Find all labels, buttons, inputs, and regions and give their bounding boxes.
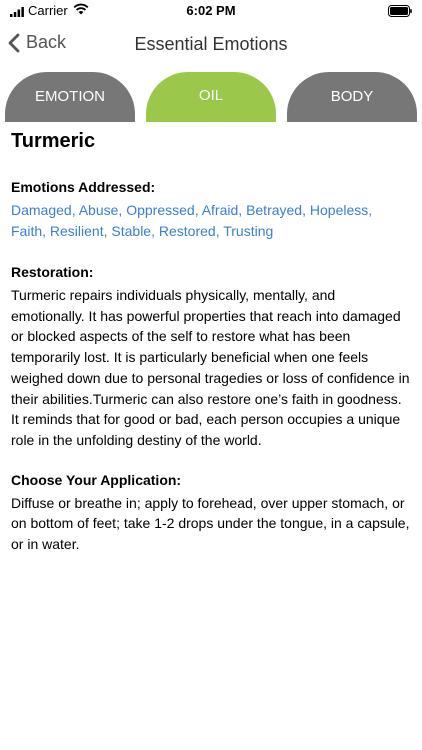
emotion-link[interactable]: Betrayed: [246, 202, 303, 218]
emotion-link[interactable]: Restored: [158, 223, 216, 239]
emotions-list: Damaged, Abuse, Oppressed, Afraid, Betrayed, Hopeless, Faith, Resilient, Stable, Restored, Trusting: [11, 202, 373, 239]
tab-oil-label: OIL: [198, 87, 224, 104]
status-time: 6:02 PM: [186, 3, 236, 18]
restoration-text: Turmeric repairs individuals physically, mentally, and emotionally. It has powerful properties that reach into damaged or blocked aspects of the self to restore what has been temporarily lost. It is particularly beneficial when one feels weighed down due to personal tragedies or loss of confidence in their abilities.Turmeric can also restore one’s faith in goodness. It reminds that for good or bad, each person occupies a unique role in the unfolding destiny of the world.: [11, 287, 410, 448]
tab-body[interactable]: [287, 72, 417, 122]
emotion-link[interactable]: Damaged: [11, 202, 72, 218]
emotion-link[interactable]: Afraid: [201, 202, 239, 218]
battery-icon: [388, 5, 412, 20]
tab-oil[interactable]: [146, 72, 276, 122]
emotion-link[interactable]: Hopeless: [309, 202, 369, 218]
back-label: Back: [26, 32, 67, 52]
emotion-link[interactable]: Abuse: [78, 202, 119, 218]
tab-bar: [5, 72, 417, 122]
tab-emotion-label: EMOTION: [35, 88, 105, 105]
oil-detail: [11, 130, 411, 576]
emotion-link[interactable]: Oppressed: [126, 202, 195, 218]
tab-body-label: BODY: [330, 88, 374, 105]
navigation-bar: [0, 22, 422, 66]
emotions-heading: Emotions Addressed:: [11, 179, 156, 195]
tab-emotion[interactable]: [5, 72, 135, 122]
carrier-label: Carrier: [28, 3, 68, 18]
application-text: Diffuse or breathe in; apply to forehead, over upper stomach, or on bottom of feet; take 1-2 drops under the tongue, in a capsule, or in water.: [11, 494, 410, 553]
application-heading: Choose Your Application:: [11, 471, 182, 488]
emotion-link[interactable]: Stable: [111, 223, 152, 239]
restoration-heading: Restoration:: [11, 264, 94, 280]
emotion-link[interactable]: Trusting: [223, 223, 274, 239]
emotion-link[interactable]: Resilient: [49, 223, 104, 239]
emotion-link[interactable]: Faith: [11, 223, 43, 239]
status-bar: [0, 0, 422, 22]
oil-name: Turmeric: [11, 130, 96, 152]
page-title: Essential Emotions: [134, 34, 288, 54]
